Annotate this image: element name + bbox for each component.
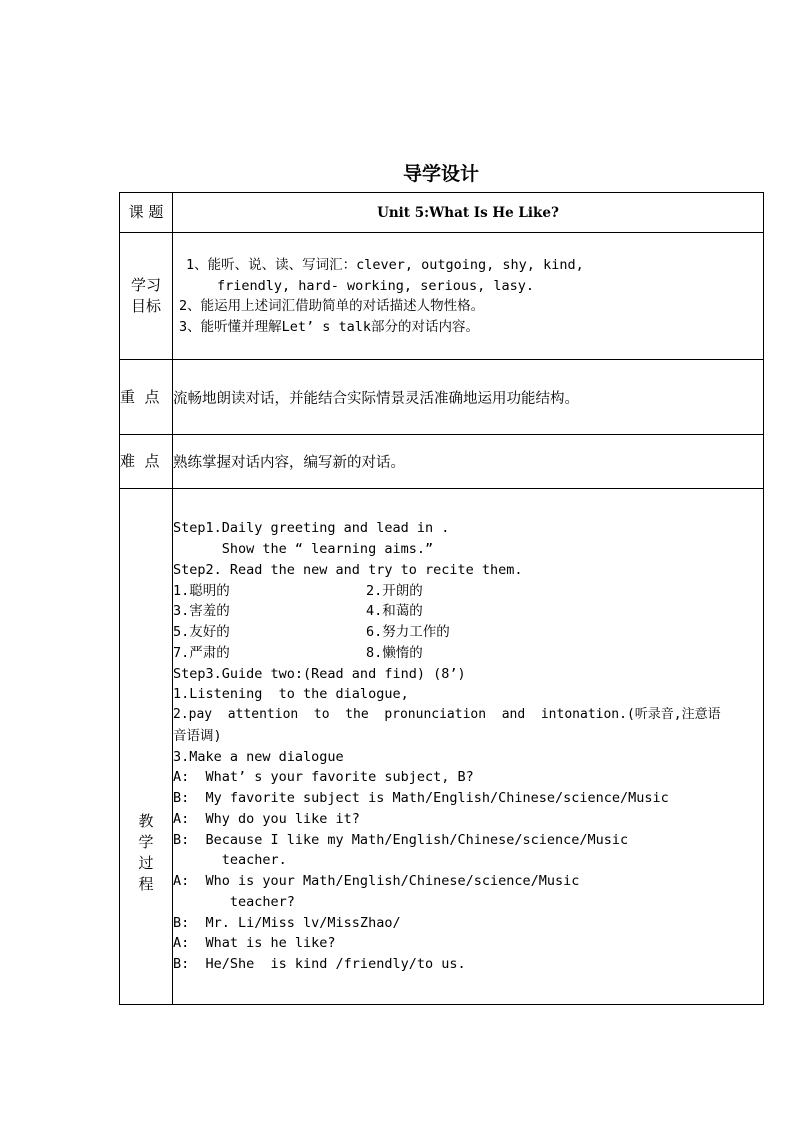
guide-item: 2.pay attention to the pronunciation and intonation.(听录音,注意语 [173, 707, 721, 722]
difficulty-text: 熟练掌握对话内容，编写新的对话。 [173, 435, 764, 489]
dialogue-line: B: He/She is kind /friendly/to us. [173, 956, 466, 972]
guide-item: 音语调) [173, 727, 222, 744]
difficulty-label [120, 435, 173, 489]
process-label [120, 489, 173, 1005]
vocab-item: 8.懒惰的 [366, 644, 423, 661]
key-label [120, 360, 173, 435]
vocab-item: 5.友好的 [173, 624, 230, 640]
dialogue-line: A: Why do you like it? [173, 810, 360, 827]
step2-line: Step2. Read the new and try to recite them. [173, 561, 523, 578]
dialogue-line: A: What is he like? [173, 935, 336, 952]
lesson-plan-table [119, 192, 764, 1005]
key-text: 流畅地朗读对话，并能结合实际情景灵活准确地运用功能结构。 [173, 360, 764, 435]
dialogue-line: A: Who is your Math/English/Chinese/science/Music [173, 873, 580, 889]
guide-item: 1.Listening to the dialogue, [173, 686, 409, 703]
step3-line: Step3.Guide two:(Read and find) (8’) [173, 665, 466, 682]
vocab-item: 6.努力工作的 [366, 624, 450, 640]
dialogue-line: B: My favorite subject is Math/English/Chinese/science/Music [173, 790, 669, 806]
dialogue-line: B: Because I like my Math/English/Chinese/science/Music [173, 831, 629, 848]
goals-row [120, 233, 764, 360]
step1-aims-line: Show the “ learning aims.” [173, 541, 434, 557]
topic-label: 课 题 [120, 193, 173, 233]
step1-line: Step1.Daily greeting and lead in . [173, 520, 450, 537]
dialogue-line: teacher. [173, 852, 287, 869]
goal-item: 2、能运用上述词汇借助简单的对话描述人物性格。 [179, 298, 485, 314]
goals-label-text: 学习 目标 [130, 276, 161, 315]
key-row [120, 360, 764, 435]
vocab-item: 4.和蔼的 [366, 603, 423, 620]
dialogue-line: B: Mr. Li/Miss lv/MissZhao/ [173, 914, 401, 931]
goal-item: 1、能听、说、读、写词汇：clever, outgoing, shy, kind, [186, 257, 584, 273]
vocab-item: 2.开朗的 [366, 582, 423, 599]
process-row [120, 489, 764, 1005]
process-cell [173, 489, 764, 1005]
difficulty-row [120, 435, 764, 489]
vocab-row [173, 601, 763, 622]
goals-label [120, 233, 173, 360]
key-label-text: 重 点 [120, 387, 160, 406]
vocab-row [173, 622, 763, 643]
vocab-item: 1.聪明的 [173, 582, 230, 599]
vocab-item: 3.害羞的 [173, 603, 230, 620]
goals-cell [173, 233, 764, 360]
process-label-text: 教 学 过 程 [138, 812, 154, 893]
vocab-row [173, 581, 763, 602]
dialogue-line: teacher? [173, 893, 295, 910]
page-title: 导学设计 [402, 163, 479, 185]
guide-item: 3.Make a new dialogue [173, 748, 344, 765]
vocab-row [173, 643, 763, 664]
dialogue-line: A: What’ s your favorite subject, B? [173, 769, 474, 786]
goal-item: 3、能听懂并理解Let’ s talk部分的对话内容。 [179, 318, 480, 335]
topic-row [120, 193, 764, 233]
difficulty-label-text: 难 点 [120, 452, 160, 470]
topic-value: Unit 5:What Is He Like? [173, 193, 764, 233]
goal-item: friendly, hard- working, serious, lasy. [217, 277, 534, 294]
vocab-item: 7.严肃的 [173, 644, 230, 661]
